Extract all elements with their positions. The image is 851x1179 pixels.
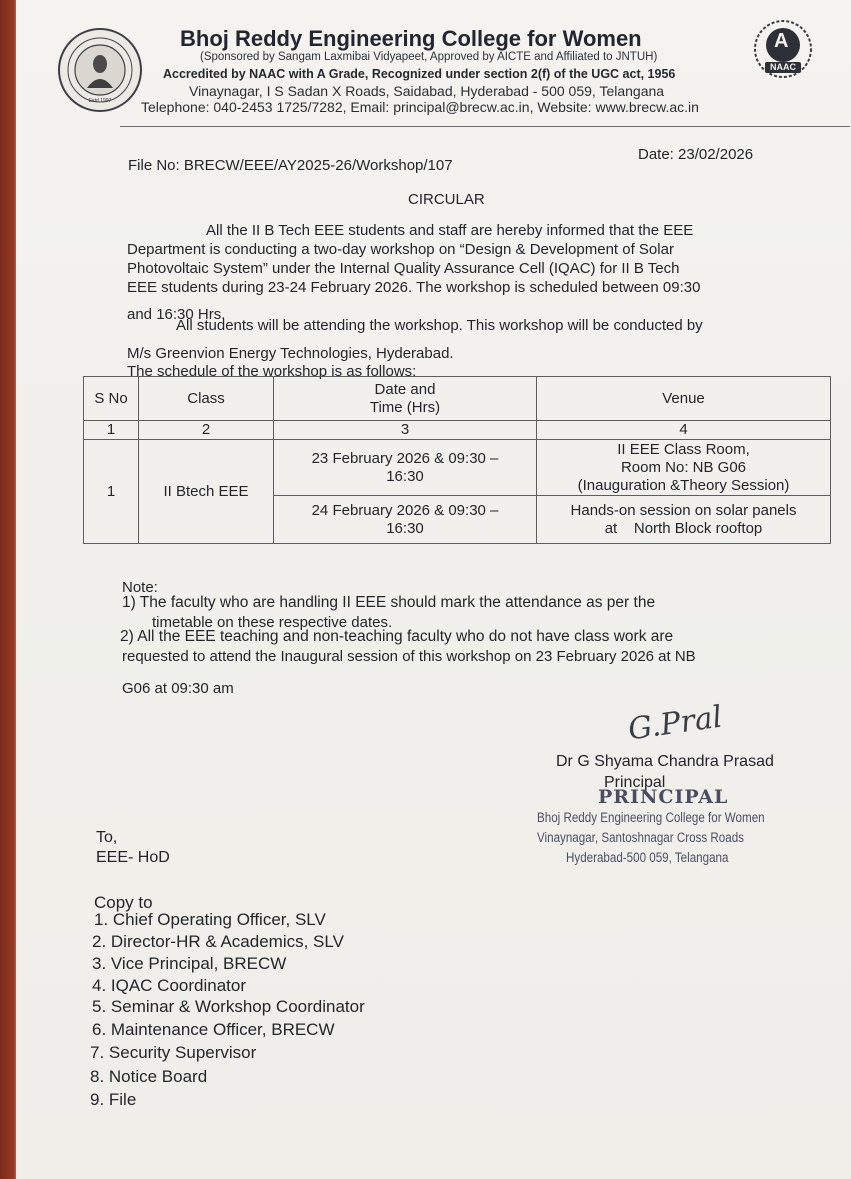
accreditation-line: Accredited by NAAC with A Grade, Recognized under section 2(f) of the UGC act, 1956 xyxy=(163,67,676,81)
paragraph-line: and 16:30 Hrs. xyxy=(127,306,226,323)
svg-text:Estd 1997: Estd 1997 xyxy=(88,98,112,104)
stamp-line: Bhoj Reddy Engineering College for Women xyxy=(537,810,765,825)
day2-venue xyxy=(537,496,831,544)
copy-to-item: 4. IQAC Coordinator xyxy=(92,976,247,995)
column-number: 1 xyxy=(84,421,139,440)
copy-to-item: 3. Vice Principal, BRECW xyxy=(92,954,287,973)
note-title: Note: xyxy=(122,579,158,596)
note-line: 1) The faculty who are handling II EEE should mark the attendance as per the xyxy=(122,594,656,611)
column-number: 2 xyxy=(139,421,274,440)
file-number: File No: BRECW/EEE/AY2025-26/Workshop/107 xyxy=(128,157,453,174)
copy-to-item: 1. Chief Operating Officer, SLV xyxy=(94,910,326,929)
day1-date-line2: 16:30 xyxy=(386,467,424,485)
day1-date xyxy=(274,440,537,496)
signatory-name: Dr G Shyama Chandra Prasad xyxy=(556,753,774,770)
day2-date-line2: 16:30 xyxy=(386,519,424,537)
day1-venue-line2: Room No: NB G06 xyxy=(620,458,747,476)
to-label: To, xyxy=(96,829,118,846)
paragraph-line: M/s Greenvion Energy Technologies, Hyderabad. xyxy=(127,345,454,362)
header-date-line2: Time (Hrs) xyxy=(369,398,441,416)
day1-date-line1: 23 February 2026 & 09:30 – xyxy=(311,449,499,467)
day2-date-line1: 24 February 2026 & 09:30 – xyxy=(311,501,499,519)
principal-signature: G.Pral xyxy=(626,699,725,748)
header-date-time xyxy=(274,377,537,421)
circular-date: Date: 23/02/2026 xyxy=(638,146,754,163)
day2-date xyxy=(274,496,537,544)
contact-line: Telephone: 040-2453 1725/7282, Email: principal@brecw.ac.in, Website: www.brecw.ac.in xyxy=(141,99,699,115)
naac-grade: A xyxy=(774,30,789,52)
header-divider xyxy=(120,126,850,127)
signatory-designation: Principal xyxy=(604,774,666,791)
note-line: 2) All the EEE teaching and non-teaching faculty who do not have class work are xyxy=(120,628,674,645)
copy-to-item: 2. Director-HR & Academics, SLV xyxy=(92,932,344,951)
copy-to-item: 8. Notice Board xyxy=(90,1067,208,1086)
address-line: Vinaynagar, I S Sadan X Roads, Saidabad, Hyderabad - 500 059, Telangana xyxy=(189,83,665,99)
stamp-title: PRINCIPAL xyxy=(598,786,729,808)
header-sno: S No xyxy=(84,377,139,421)
paragraph-line: All students will be attending the workshop. This workshop will be conducted by xyxy=(176,317,703,334)
sponsor-line: (Sponsored by Sangam Laxmibai Vidyapeet, Approved by AICTE and Affiliated to JNTUH) xyxy=(200,51,658,63)
stamp-line: Hyderabad-500 059, Telangana xyxy=(566,850,729,865)
to-recipient: EEE- HoD xyxy=(96,849,170,866)
copy-to-item: 9. File xyxy=(90,1090,137,1109)
copy-to-item: 5. Seminar & Workshop Coordinator xyxy=(92,997,365,1016)
table-row xyxy=(84,440,831,496)
row-class: II Btech EEE xyxy=(139,440,274,544)
day2-venue-line2: at North Block rooftop xyxy=(604,519,763,537)
paragraph-line: Photovoltaic System” under the Internal Quality Assurance Cell (IQAC) for II B Tech xyxy=(127,260,680,277)
paragraph-line: Department is conducting a two-day workshop on “Design & Development of Solar xyxy=(127,241,674,258)
column-number: 3 xyxy=(274,421,537,440)
copy-to-item: 7. Security Supervisor xyxy=(90,1043,257,1062)
naac-label: NAAC xyxy=(770,62,796,72)
column-number: 4 xyxy=(537,421,831,440)
college-seal-icon xyxy=(58,28,142,112)
day1-venue xyxy=(537,440,831,496)
schedule-table xyxy=(83,376,831,544)
copy-to-label: Copy to xyxy=(94,893,153,912)
naac-grade-badge-icon xyxy=(752,18,814,80)
paragraph-line: All the II B Tech EEE students and staff are hereby informed that the EEE xyxy=(206,222,694,239)
schedule-intro: The schedule of the workshop is as follows: xyxy=(127,363,417,380)
header-class: Class xyxy=(139,377,274,421)
row-sno: 1 xyxy=(84,440,139,544)
day1-venue-line3: (Inauguration &Theory Session) xyxy=(577,476,790,494)
paragraph-line: EEE students during 23-24 February 2026. The workshop is scheduled between 09:30 xyxy=(127,279,701,296)
circular-title: CIRCULAR xyxy=(408,191,485,208)
note-line: timetable on these respective dates. xyxy=(152,614,393,631)
note-line: requested to attend the Inaugural session of this workshop on 23 February 2026 at NB xyxy=(122,648,696,665)
header-venue: Venue xyxy=(537,377,831,421)
day1-venue-line1: II EEE Class Room, xyxy=(617,440,750,458)
copy-to-item: 6. Maintenance Officer, BRECW xyxy=(92,1020,335,1039)
header-date-line1: Date and xyxy=(374,380,436,398)
note-line: G06 at 09:30 am xyxy=(122,680,234,697)
day2-venue-line1: Hands-on session on solar panels xyxy=(570,501,797,519)
stamp-line: Vinaynagar, Santoshnagar Cross Roads xyxy=(537,830,744,845)
college-name: Bhoj Reddy Engineering College for Women xyxy=(180,26,642,51)
